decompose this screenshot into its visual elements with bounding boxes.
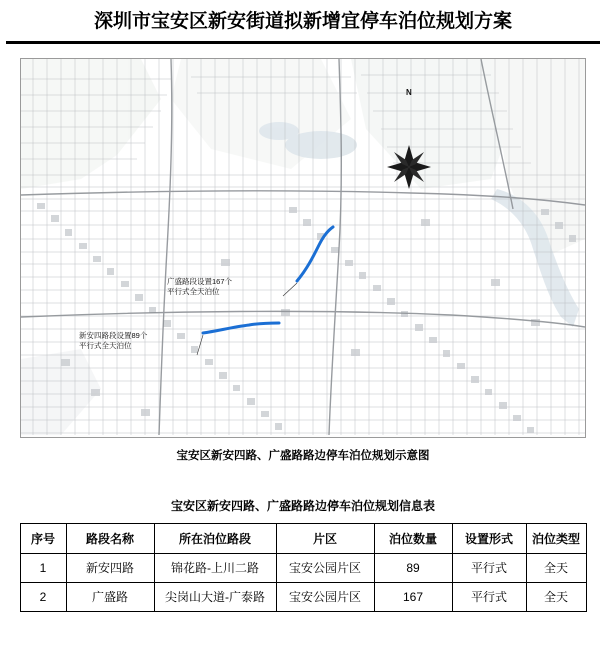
parking-plan-table <box>20 523 587 612</box>
cell-area: 宝安公园片区 <box>276 582 374 611</box>
cell-index: 1 <box>20 553 66 582</box>
map-canvas <box>21 59 585 437</box>
annotation-guangsheng <box>167 277 232 297</box>
cell-area: 宝安公园片区 <box>276 553 374 582</box>
cell-segment: 锦花路-上川二路 <box>154 553 276 582</box>
title-divider <box>6 41 600 44</box>
cell-road-name: 新安四路 <box>66 553 154 582</box>
page-title: 深圳市宝安区新安街道拟新增宜停车泊位规划方案 <box>93 11 512 32</box>
table-header-form: 设置形式 <box>452 523 526 553</box>
table-row <box>20 553 586 582</box>
table-row <box>20 582 586 611</box>
cell-index: 2 <box>20 582 66 611</box>
table-title: 宝安区新安四路、广盛路路边停车泊位规划信息表 <box>170 498 435 513</box>
table-header-index: 序号 <box>20 523 66 553</box>
compass-north-label: N <box>406 87 412 97</box>
table-header-segment: 所在泊位路段 <box>154 523 276 553</box>
annotation-xinan4th-line2: 平行式全天泊位 <box>79 340 132 350</box>
table-header-row <box>20 523 586 553</box>
table-header-road-name: 路段名称 <box>66 523 154 553</box>
cell-form: 平行式 <box>452 553 526 582</box>
cell-count: 167 <box>374 582 452 611</box>
cell-segment: 尖岗山大道-广泰路 <box>154 582 276 611</box>
table-header-count: 泊位数量 <box>374 523 452 553</box>
cell-form: 平行式 <box>452 582 526 611</box>
cell-type: 全天 <box>526 553 586 582</box>
annotation-xinan4th-line1: 新安四路段设置89个 <box>79 330 148 340</box>
map-figure <box>20 58 586 438</box>
cell-count: 89 <box>374 553 452 582</box>
annotation-guangsheng-line2: 平行式全天泊位 <box>167 286 220 296</box>
cell-road-name: 广盛路 <box>66 582 154 611</box>
table-header-type: 泊位类型 <box>526 523 586 553</box>
table-header-area: 片区 <box>276 523 374 553</box>
map-caption: 宝安区新安四路、广盛路路边停车泊位规划示意图 <box>176 449 430 462</box>
map-image <box>21 59 585 435</box>
annotation-xinan4th <box>79 331 147 351</box>
cell-type: 全天 <box>526 582 586 611</box>
annotation-guangsheng-line1: 广盛路段设置167个 <box>167 276 233 286</box>
